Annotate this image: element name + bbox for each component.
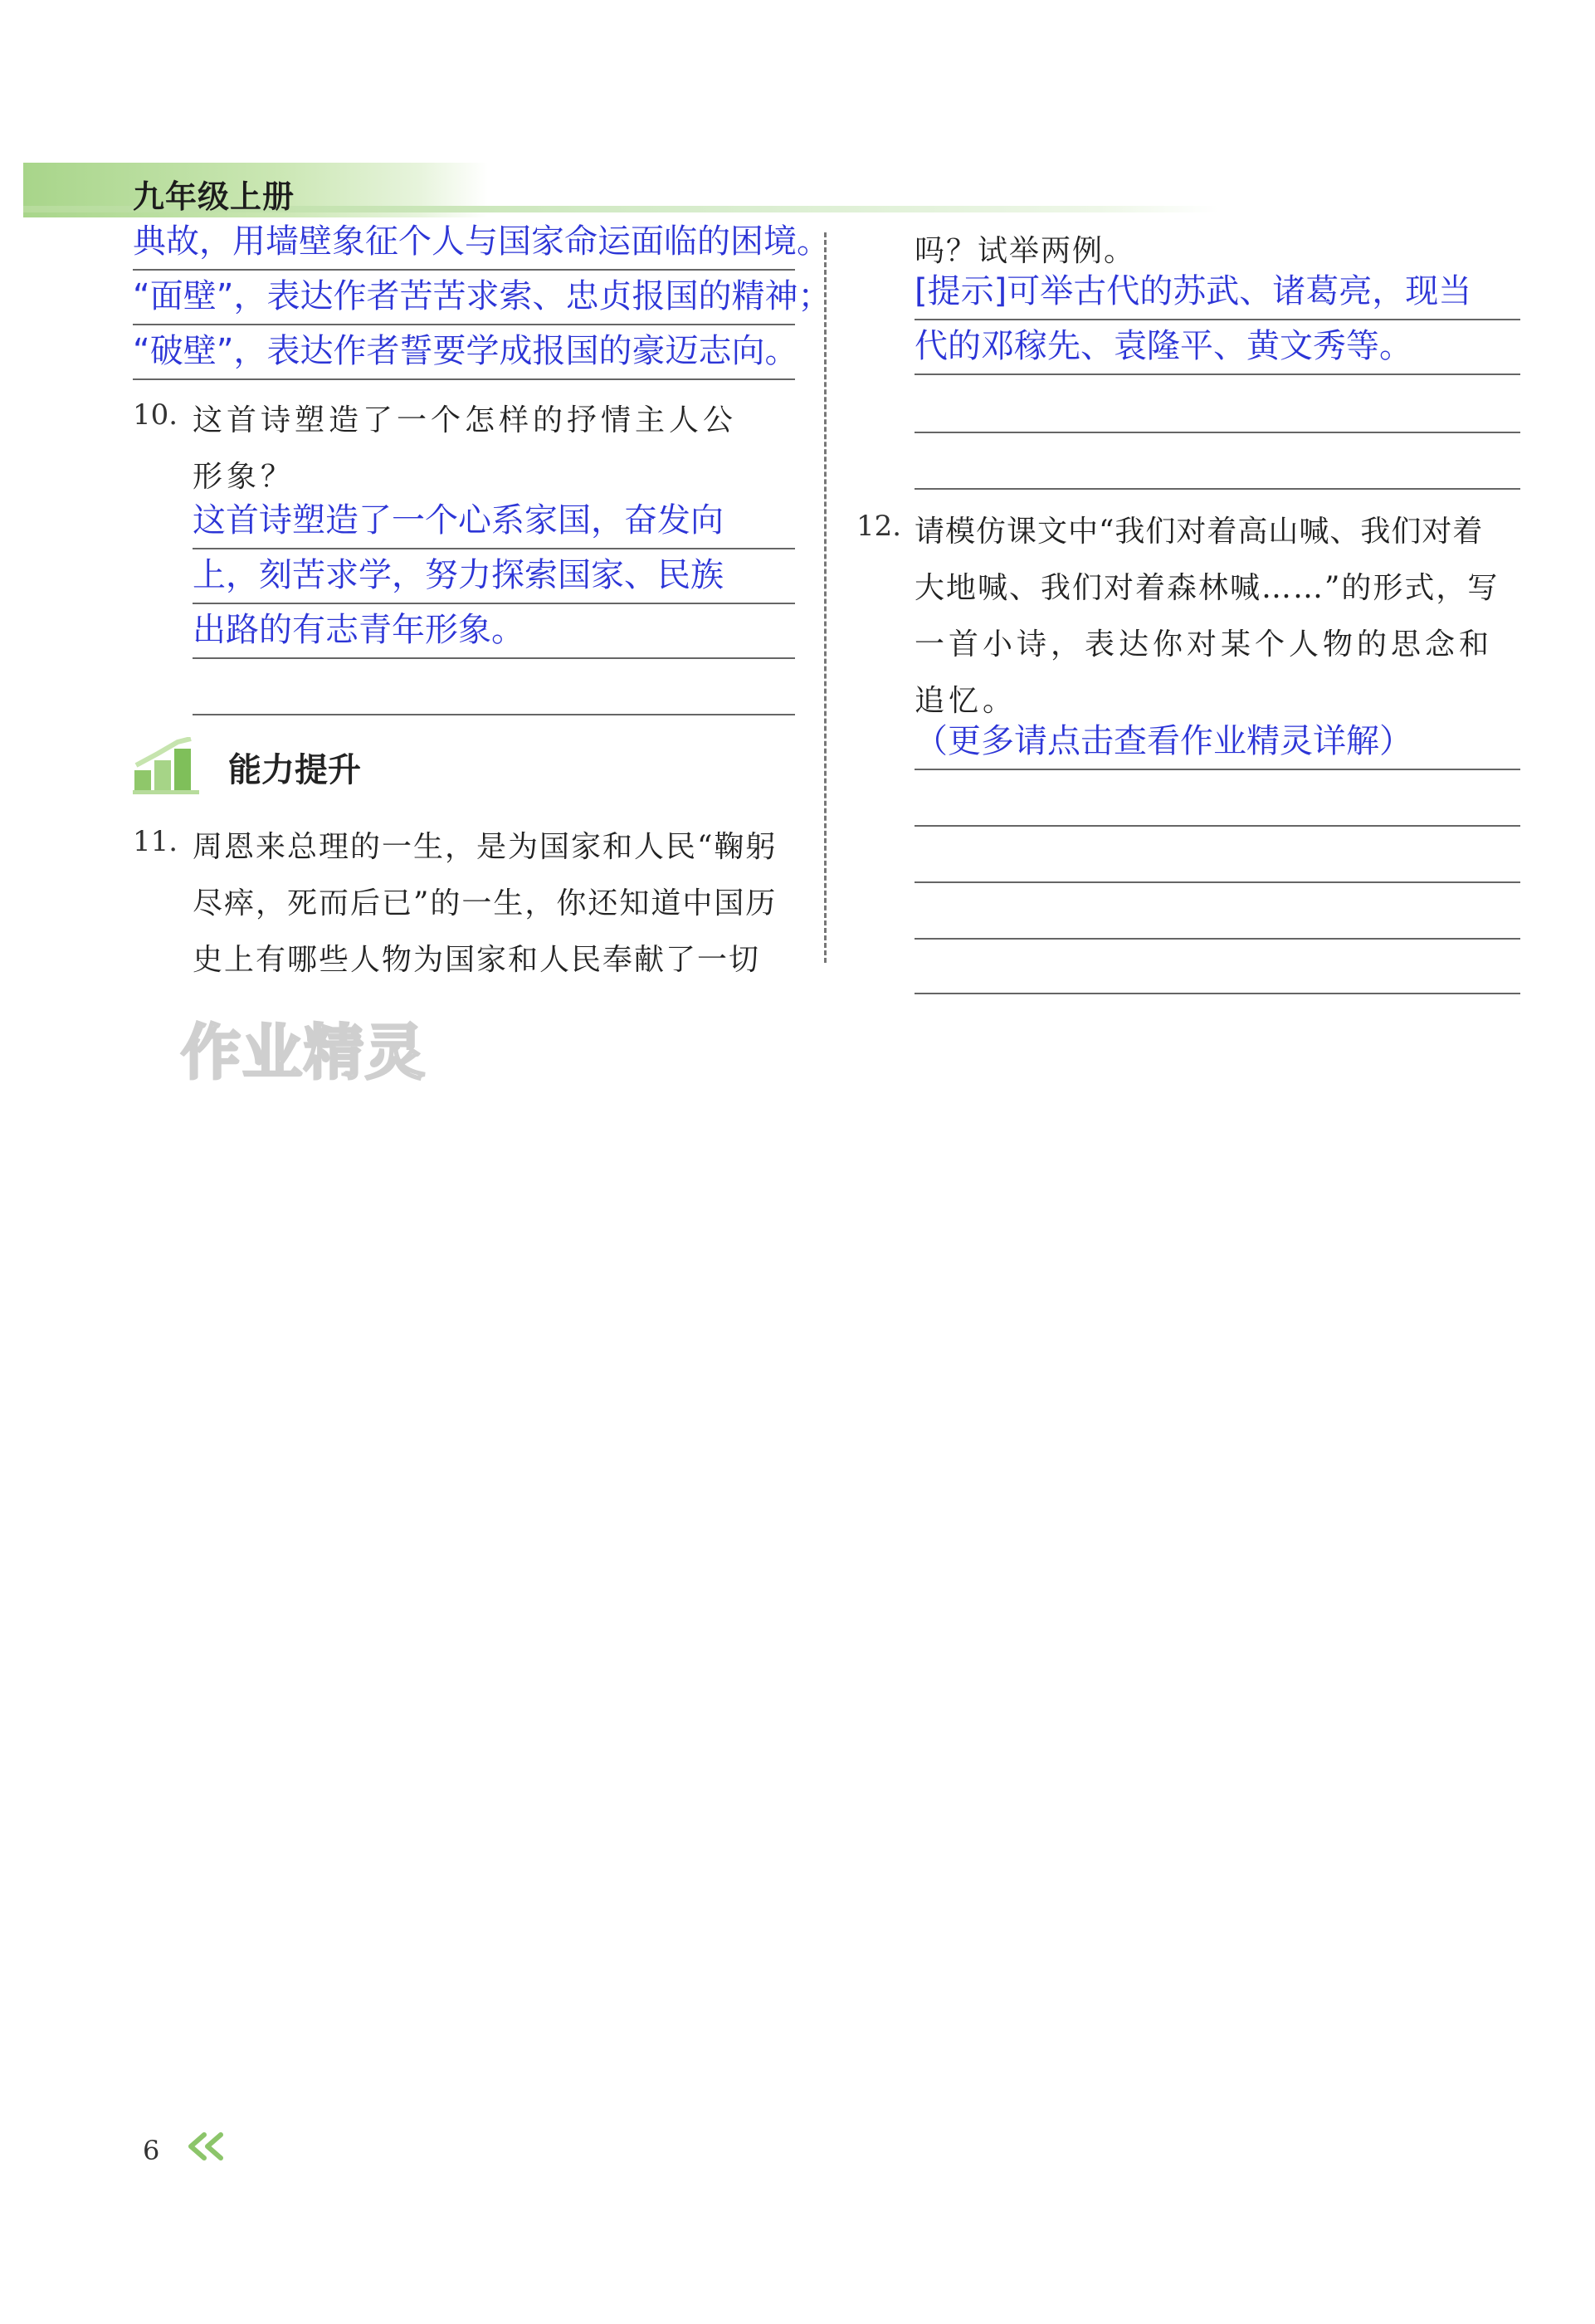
question-12-text: 追忆。 [915,684,1017,718]
answer-line: 代的邓稼先、袁隆平、黄文秀等。 [915,319,1520,375]
question-number-11: 11. [133,825,178,858]
question-11-continued: 吗？试举两例。 [915,234,1136,268]
answer-line: “破壁”，表达作者誓要学成报国的豪迈志向。 [133,324,795,380]
question-number-10: 10. [133,398,178,432]
question-12-text: 大地喊、我们对着森林喊……”的形式，写 [915,571,1500,605]
answer-line: “面壁”，表达作者苦苦求索、忠贞报国的精神； [133,269,795,325]
grade-title: 九年级上册 [133,178,295,215]
answer-line: 上，刻苦求学，努力探索国家、民族 [193,548,795,604]
question-10-text: 这首诗塑造了一个怎样的抒情主人公 [193,403,738,437]
answer-line: 出路的有志青年形象。 [193,603,795,659]
blank-answer-line [915,938,1520,940]
question-number-12: 12. [856,510,902,543]
page-number: 6 [143,2135,160,2166]
blank-answer-line [915,432,1520,433]
blank-answer-line [193,714,795,715]
double-chevron-left-icon [184,2130,231,2163]
question-11-text: 史上有哪些人物为国家和人民奉献了一切 [193,943,761,977]
column-divider [824,232,827,963]
answer-line: 典故，用墙壁象征个人与国家命运面临的困境。 [133,214,795,271]
question-11-text: 尽瘁，死而后已”的一生，你还知道中国历 [193,886,778,920]
blank-answer-line [915,993,1520,994]
section-title: 能力提升 [228,751,361,789]
answer-line: 这首诗塑造了一个心系家国，奋发向 [193,493,795,549]
blank-answer-line [915,488,1520,490]
view-more-link[interactable]: （更多请点击查看作业精灵详解） [915,714,1520,770]
watermark: 作业精灵 [181,1018,427,1087]
blank-answer-line [915,881,1520,883]
question-12-text: 请模仿课文中“我们对着高山喊、我们对着 [915,515,1484,549]
answer-line: [提示]可举古代的苏武、诸葛亮，现当 [915,264,1520,320]
blank-answer-line [915,825,1520,827]
question-10-text: 形象？ [193,460,295,494]
bar-chart-icon [133,737,204,795]
question-11-text: 周恩来总理的一生，是为国家和人民“鞠躬 [193,830,778,864]
question-12-text: 一首小诗，表达你对某个人物的思念和 [915,627,1494,662]
